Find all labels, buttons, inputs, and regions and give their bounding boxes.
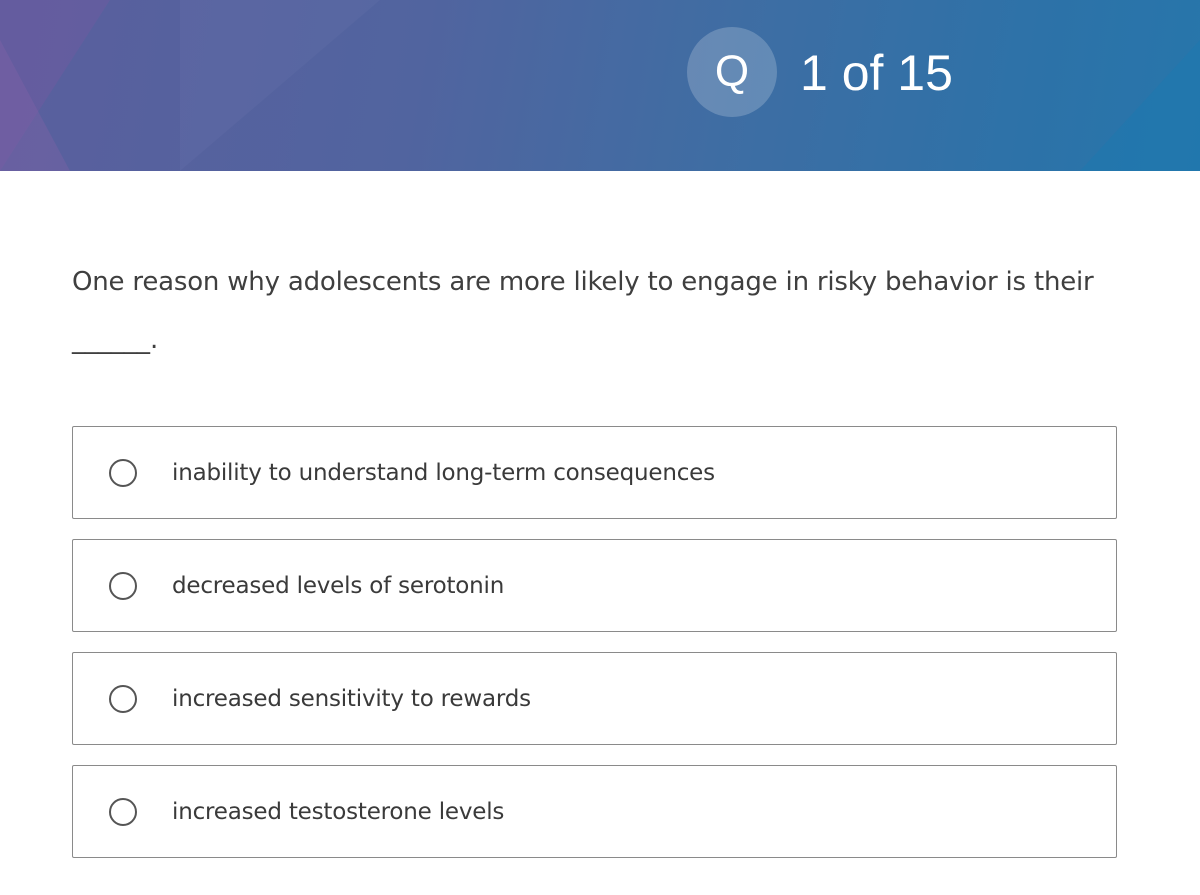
question-blank: ______. [72, 325, 159, 355]
question-text: One reason why adolescents are more likely to engage in risky behavior is their [72, 267, 1094, 297]
header-decoration [0, 40, 70, 171]
answer-option-label: increased sensitivity to rewards [172, 685, 531, 712]
answer-option-4[interactable] [72, 765, 1117, 858]
answer-option-1[interactable] [72, 426, 1117, 519]
answer-option-label: inability to understand long-term consequences [172, 459, 715, 486]
question-badge-icon [687, 27, 777, 117]
answer-option-label: decreased levels of serotonin [172, 572, 505, 599]
answer-option-2[interactable] [72, 539, 1117, 632]
question-badge-letter: Q [714, 47, 750, 96]
answer-option-label: increased testosterone levels [172, 798, 505, 825]
header-decoration [1080, 40, 1200, 171]
header-decoration [180, 0, 380, 171]
quiz-header [0, 0, 1200, 171]
question-counter: 1 of 15 [800, 45, 953, 101]
radio-button-icon[interactable] [109, 459, 137, 487]
radio-button-icon[interactable] [109, 685, 137, 713]
answer-option-3[interactable] [72, 652, 1117, 745]
radio-button-icon[interactable] [109, 798, 137, 826]
radio-button-icon[interactable] [109, 572, 137, 600]
answer-options [72, 426, 1117, 878]
